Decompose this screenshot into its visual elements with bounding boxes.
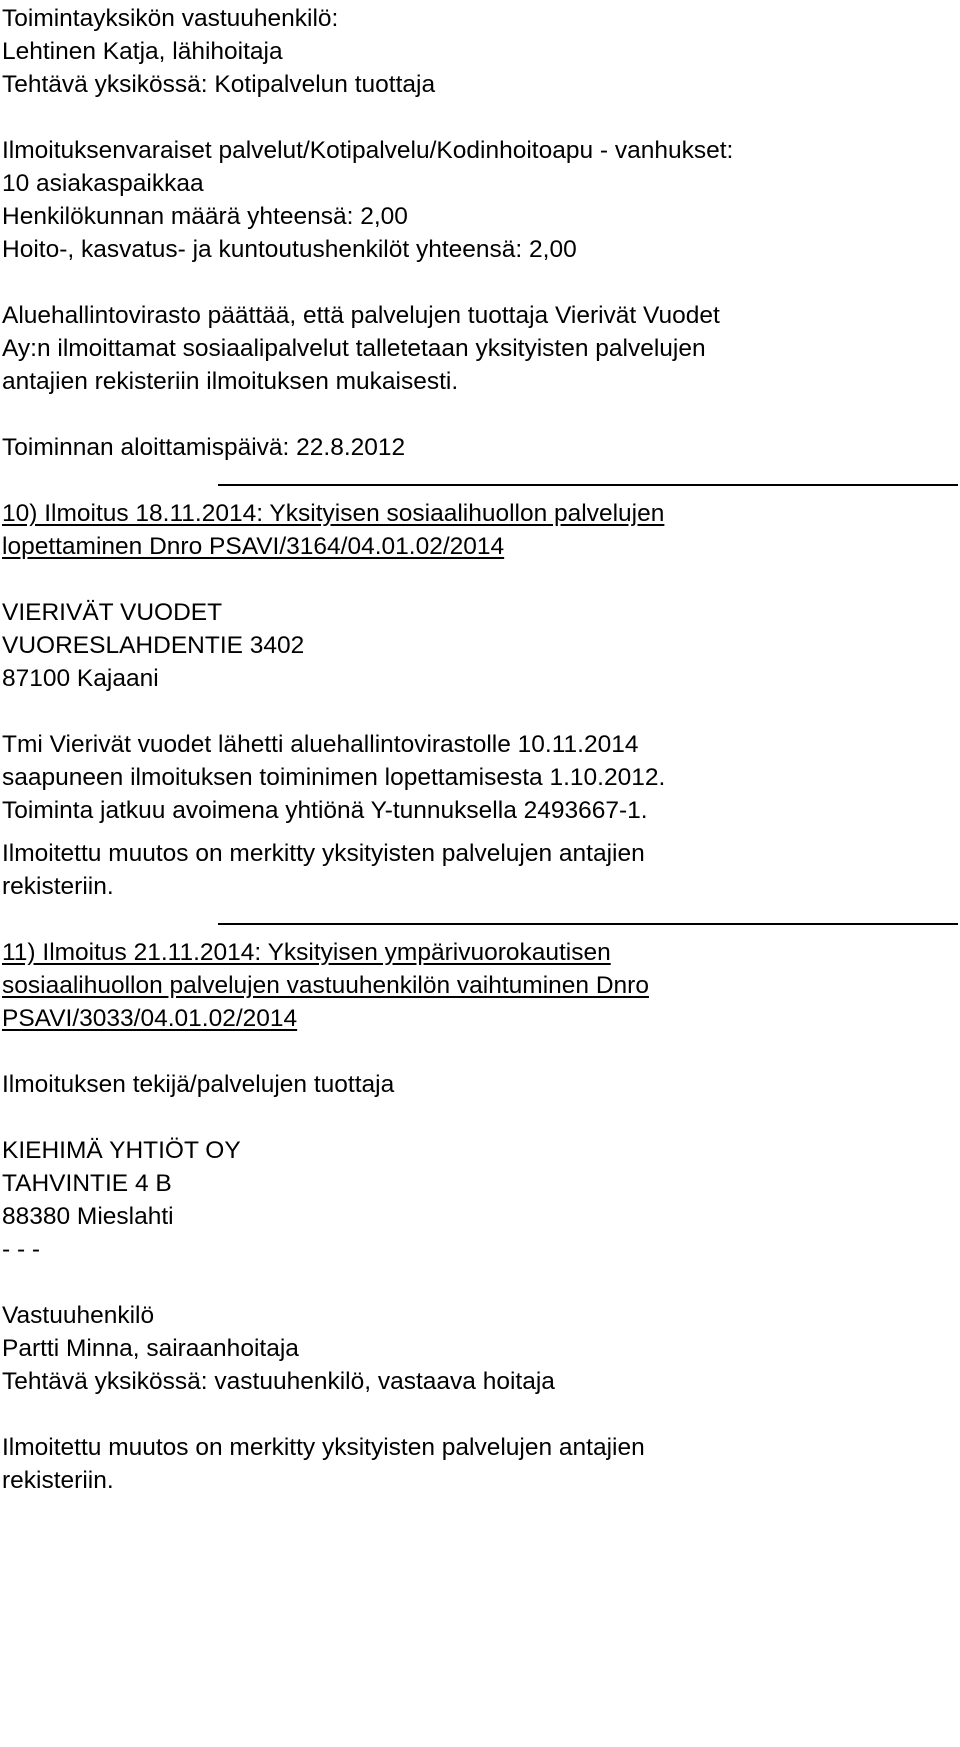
task-in-unit: Tehtävä yksikössä: vastuuhenkilö, vastaava hoitaja [2,1368,555,1395]
section-11-heading: 11) Ilmoitus 21.11.2014: Yksityisen ympärivuorokautisen [2,939,611,966]
company-name: VIERIVÄT VUODET [2,599,223,626]
street-address: TAHVINTIE 4 B [2,1170,172,1197]
registry-note: rekisteriin. [2,1467,114,1494]
document-page [2,2,952,1497]
registry-note: Ilmoitettu muutos on merkitty yksityisten palvelujen antajien [2,840,645,867]
section-11-heading: PSAVI/3033/04.01.02/2014 [2,1005,298,1032]
submitter-label: Ilmoituksen tekijä/palvelujen tuottaja [2,1071,395,1098]
start-date: Toiminnan aloittamispäivä: 22.8.2012 [2,434,406,461]
decision-text: antajien rekisteriin ilmoituksen mukaisesti. [2,368,459,395]
responsible-person: Partti Minna, sairaanhoitaja [2,1335,299,1362]
street-address: VUORESLAHDENTIE 3402 [2,632,305,659]
section-11-heading: sosiaalihuollon palvelujen vastuuhenkilön vaihtuminen Dnro [2,972,649,999]
client-places: 10 asiakaspaikkaa [2,170,204,197]
responsible-label: Toimintayksikön vastuuhenkilö: [2,5,339,32]
registry-note: Ilmoitettu muutos on merkitty yksityisten palvelujen antajien [2,1434,645,1461]
decision-text: Ay:n ilmoittamat sosiaalipalvelut talletetaan yksityisten palvelujen [2,335,706,362]
responsible-person: Lehtinen Katja, lähihoitaja [2,38,283,65]
postal-address: 87100 Kajaani [2,665,159,692]
staff-total: Henkilökunnan määrä yhteensä: 2,00 [2,203,408,230]
section-10-heading: lopettaminen Dnro PSAVI/3164/04.01.02/2014 [2,533,505,560]
section-10-heading: 10) Ilmoitus 18.11.2014: Yksityisen sosiaalihuollon palvelujen [2,500,665,527]
responsible-label: Vastuuhenkilö [2,1302,155,1329]
notice-body: Toiminta jatkuu avoimena yhtiönä Y-tunnuksella 2493667-1. [2,797,648,824]
notice-body: saapuneen ilmoituksen toiminimen lopettamisesta 1.10.2012. [2,764,666,791]
task-in-unit: Tehtävä yksikössä: Kotipalvelun tuottaja [2,71,436,98]
decision-text: Aluehallintovirasto päättää, että palvelujen tuottaja Vierivät Vuodet [2,302,720,329]
registry-note: rekisteriin. [2,873,114,900]
notice-body: Tmi Vierivät vuodet lähetti aluehallintovirastolle 10.11.2014 [2,731,639,758]
company-name: KIEHIMÄ YHTIÖT OY [2,1137,241,1164]
service-type-line: Ilmoituksenvaraiset palvelut/Kotipalvelu/Kodinhoitoapu - vanhukset: [2,137,734,164]
separator-dashes: - - - [2,1236,41,1263]
care-staff-total: Hoito-, kasvatus- ja kuntoutushenkilöt yhteensä: 2,00 [2,236,577,263]
postal-address: 88380 Mieslahti [2,1203,174,1230]
